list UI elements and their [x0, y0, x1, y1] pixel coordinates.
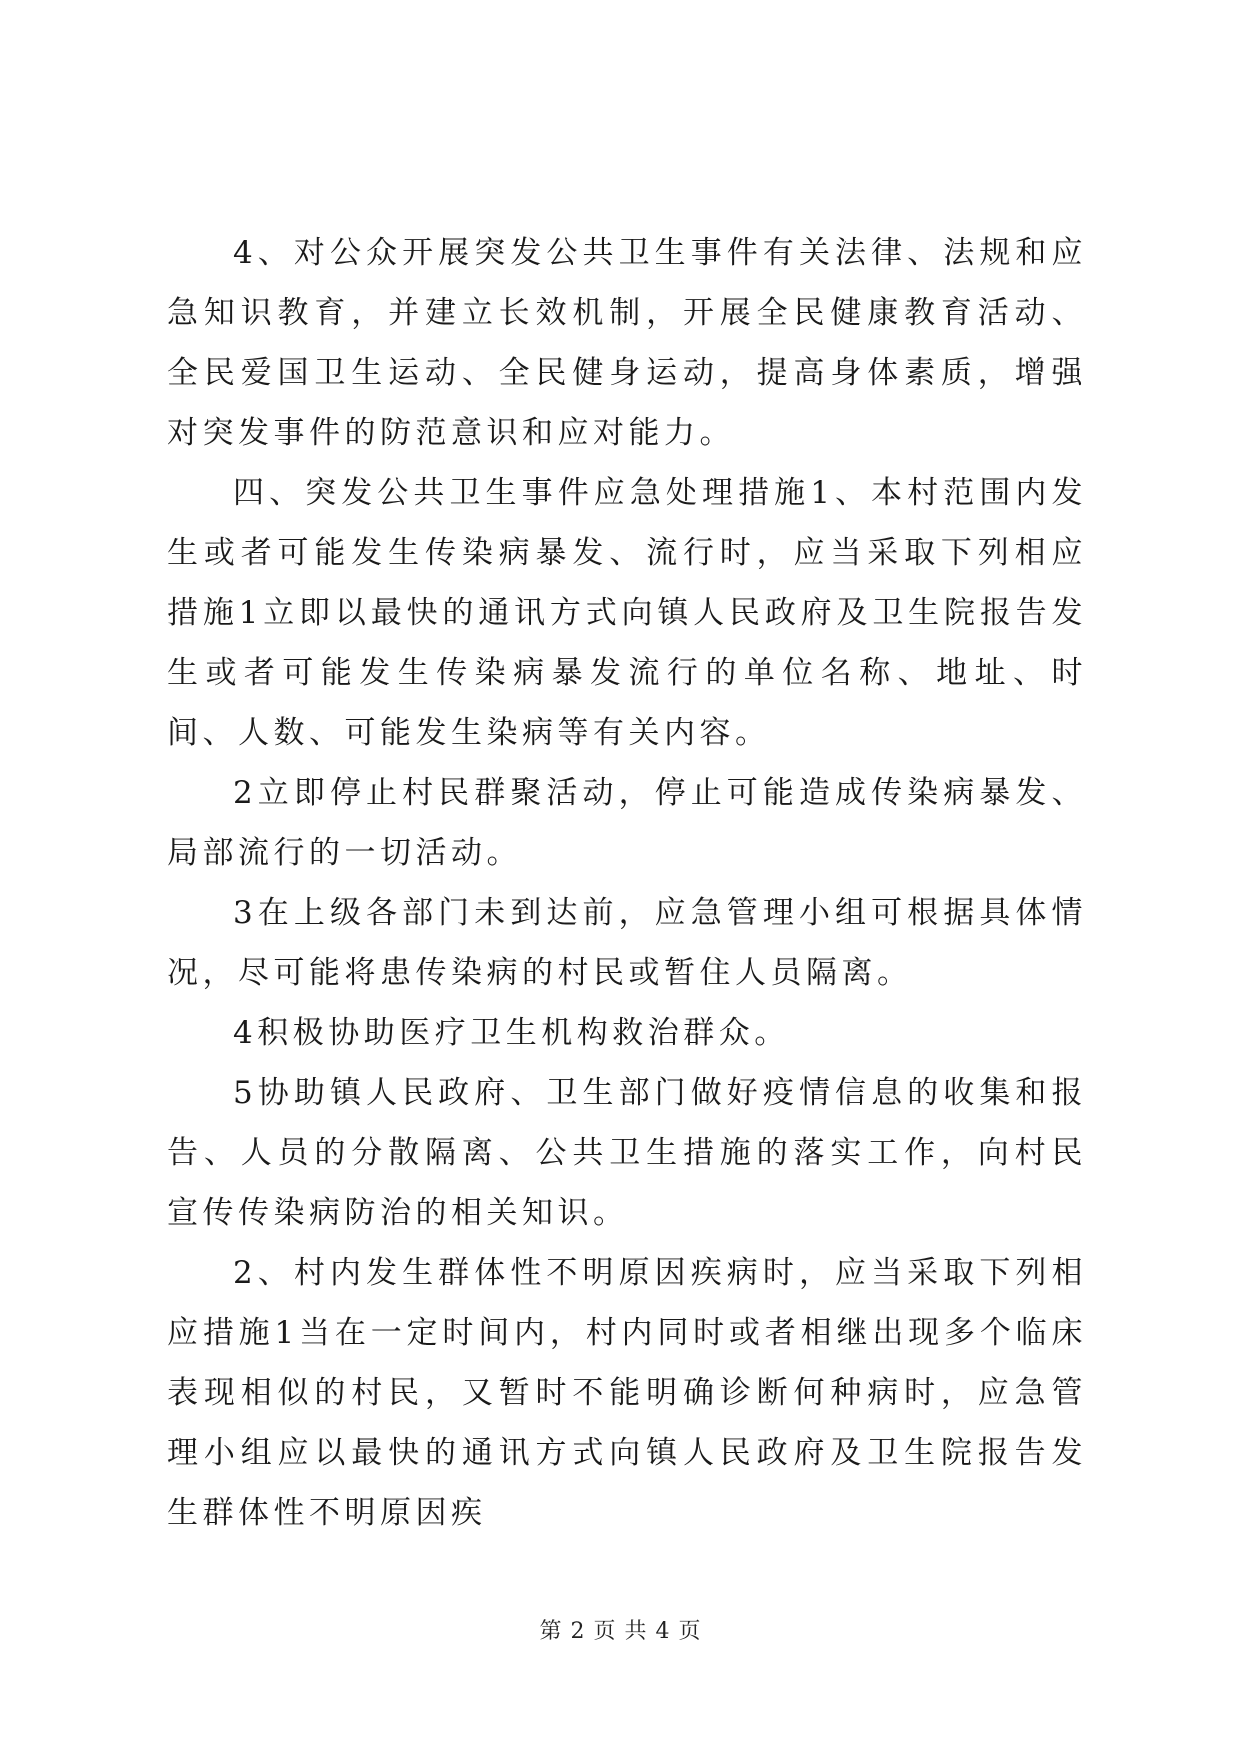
paragraph: 2、村内发生群体性不明原因疾病时，应当采取下列相应措施1当在一定时间内，村内同时或者相继出现多个临床表现相似的村民，又暂时不能明确诊断何种病时，应急管理小组应以最快的通讯方式向镇人民政府及卫生院报告发生群体性不明原因疾 [167, 1255, 1087, 1531]
paragraph: 5协助镇人民政府、卫生部门做好疫情信息的收集和报告、人员的分散隔离、公共卫生措施的落实工作，向村民宣传传染病防治的相关知识。 [167, 1075, 1087, 1231]
paragraph: 3在上级各部门未到达前，应急管理小组可根据具体情况，尽可能将患传染病的村民或暂住人员隔离。 [167, 895, 1087, 991]
paragraph: 四、突发公共卫生事件应急处理措施1、本村范围内发生或者可能发生传染病暴发、流行时，应当采取下列相应措施1立即以最快的通讯方式向镇人民政府及卫生院报告发生或者可能发生传染病暴发流行的单位名称、地址、时间、人数、可能发生染病等有关内容。 [167, 475, 1087, 751]
page-number: 第 2 页 共 4 页 [539, 1619, 702, 1644]
paragraph: 4、对公众开展突发公共卫生事件有关法律、法规和应急知识教育，并建立长效机制，开展全民健康教育活动、全民爱国卫生运动、全民健身运动，提高身体素质，增强对突发事件的防范意识和应对能力。 [167, 235, 1087, 451]
paragraph: 4积极协助医疗卫生机构救治群众。 [233, 1015, 790, 1051]
document-body [167, 223, 1087, 1543]
paragraph: 2立即停止村民群聚活动，停止可能造成传染病暴发、局部流行的一切活动。 [167, 775, 1087, 871]
page-footer [0, 1617, 1241, 1647]
